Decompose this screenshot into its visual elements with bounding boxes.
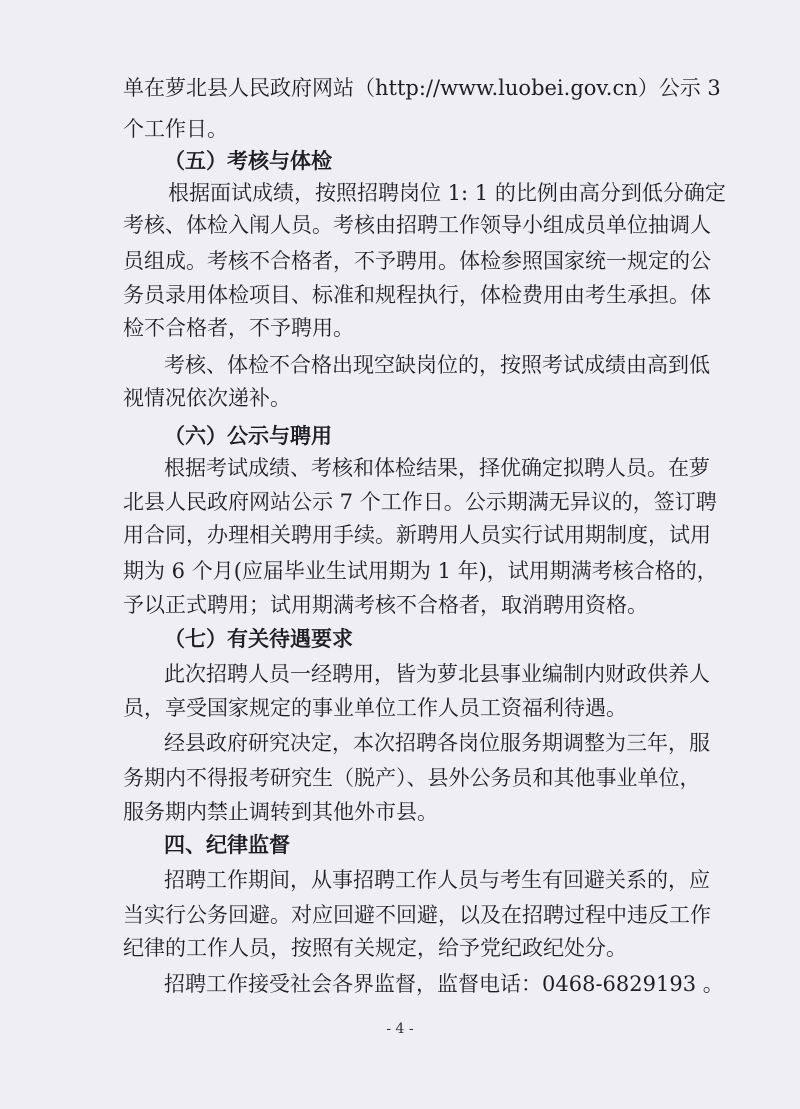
body-line: 视情况依次递补。 [123,386,291,410]
body-line: 务员录用体检项目、标准和规程执行，体检费用由考生承担。体 [123,283,711,307]
section-heading: 四、纪律监督 [164,832,290,857]
body-line: 北县人民政府网站公示 7 个工作日。公示期满无异议的，签订聘 [123,490,717,514]
body-line: 招聘工作接受社会各界监督，监督电话：0468-6829193 。 [164,972,724,996]
body-line: 考核、体检入闱人员。考核由招聘工作领导小组成员单位抽调人 [123,213,711,237]
body-line: 考核、体检不合格出现空缺岗位的，按照考试成绩由高到低 [164,353,710,377]
body-line: 用合同，办理相关聘用手续。新聘用人员实行试用期制度，试用 [123,523,711,547]
section-heading: （六）公示与聘用 [164,423,332,448]
body-line: 根据面试成绩，按照招聘岗位 1: 1 的比例由高分到低分确定 [168,181,726,205]
body-line: 期为 6 个月(应届毕业生试用期为 1 年)，试用期满考核合格的， [123,559,718,583]
body-line: 单在萝北县人民政府网站（http://www.luobei.gov.cn）公示 3 [123,76,721,100]
body-line: 务期内不得报考研究生（脱产）、县外公务员和其他事业单位， [123,766,701,790]
body-line: 员组成。考核不合格者，不予聘用。体检参照国家统一规定的公 [123,249,711,273]
body-line: 予以正式聘用；试用期满考核不合格者，取消聘用资格。 [123,593,648,617]
body-line: 个工作日。 [123,117,228,141]
body-line: 员，享受国家规定的事业单位工作人员工资福利待遇。 [123,696,627,720]
body-line: 此次招聘人员一经聘用，皆为萝北县事业编制内财政供养人 [164,662,710,686]
body-line: 招聘工作期间，从事招聘工作人员与考生有回避关系的，应 [164,868,710,892]
body-line: 经县政府研究决定，本次招聘各岗位服务期调整为三年，服 [164,731,710,755]
body-line: 根据考试成绩、考核和体检结果，择优确定拟聘人员。在萝 [164,456,710,480]
body-line: 检不合格者，不予聘用。 [123,316,354,340]
page-number: - 4 - [386,1021,414,1037]
body-line: 纪律的工作人员，按照有关规定，给予党纪政纪处分。 [123,936,627,960]
section-heading: （七）有关待遇要求 [164,626,353,651]
body-line: 服务期内禁止调转到其他外市县。 [123,800,438,824]
body-line: 当实行公务回避。对应回避不回避，以及在招聘过程中违反工作 [123,903,711,927]
section-heading: （五）考核与体检 [164,148,332,173]
